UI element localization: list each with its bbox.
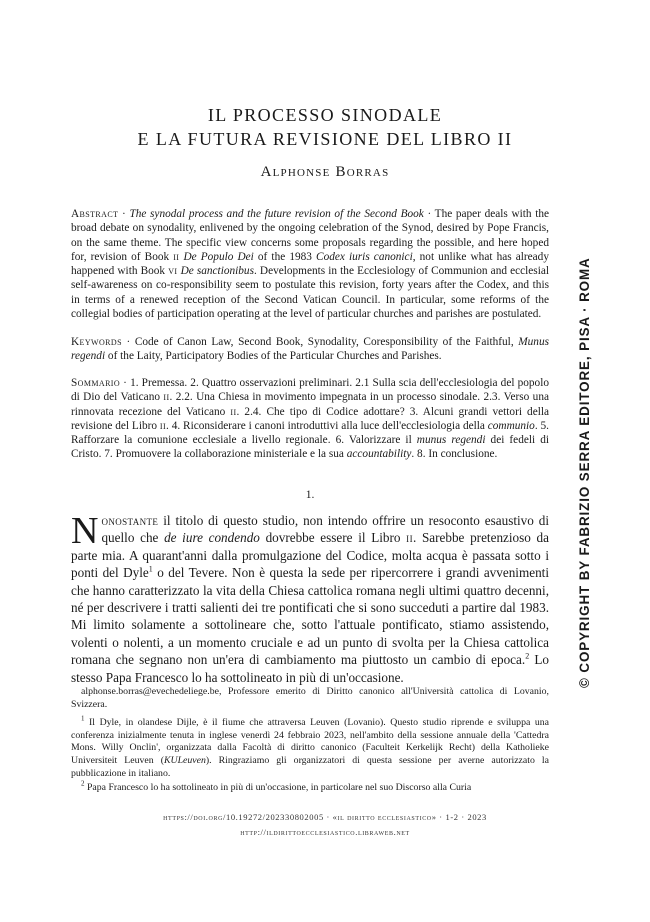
body-text: Lo stesso Papa Francesco lo ha sottolineato in più di un'occasione. bbox=[71, 652, 550, 685]
roman-numeral: vi bbox=[168, 265, 178, 278]
body-text: il titolo di questo studio, non intendo offrire un resoconto esaustivo di quello che bbox=[101, 513, 549, 546]
footer-doi-link[interactable]: https://doi.org/10.19272/202330802005 · «il diritto ecclesiastico» · 1-2 · 2023 bbox=[163, 812, 487, 822]
footer-website-link[interactable]: http://ildirittoecclesiastico.libraweb.net bbox=[240, 827, 410, 837]
footnote-2 bbox=[71, 779, 549, 795]
body-paragraph bbox=[71, 512, 549, 686]
sommario-text: · 1. Premessa. 2. Quattro osservazioni preliminari. 2.1 Sulla scia dell'ecclesiologia del popolo di Dio del Vaticano bbox=[71, 377, 549, 404]
footnote-text: Papa Francesco lo ha sottolineato in più di un'occasione, in particolare nel suo Discorso alla Curia bbox=[84, 782, 472, 794]
author-name: Alphonse Borras bbox=[260, 164, 390, 180]
footnote-ref-2[interactable]: 2 bbox=[525, 651, 530, 661]
abstract-text: . Developments in the Ecclesiology of Communion and ecclesial self-awareness on co-responsibility seem to postulate this revision, forty years after the Codex, and this in terms of a renewed reception of the Second Vatican Council. In particular, some reforms of the collegial bodies of participation operating at the level of particular churches and parishes are postulated. bbox=[71, 265, 549, 321]
sommario-label: Sommario bbox=[71, 377, 121, 389]
keywords-text: of the Laity, Participatory Bodies of the Particular Churches and Parishes. bbox=[105, 350, 442, 363]
abstract-italic: De Populo Dei bbox=[183, 250, 254, 263]
footnote-text: ). Ringraziamo gli organizzatori di questa sessione per averne autorizzato la pubblicazione in italiano. bbox=[71, 754, 549, 779]
copyright-notice: © COPYRIGHT BY FABRIZIO SERRA EDITORE, PISA · ROMA bbox=[577, 257, 592, 688]
lead-word: onostante bbox=[101, 513, 159, 528]
author-affiliation-note: alphonse.borras@evechedeliege.be, Professore emerito di Diritto canonico all'Università cattolica di Lovanio, Svizzera. bbox=[71, 686, 549, 710]
keywords-label: Keywords bbox=[71, 336, 122, 348]
abstract-english-title: The synodal process and the future revision of the Second Book bbox=[129, 208, 424, 220]
footnote-italic: KULeuven bbox=[163, 754, 206, 766]
abstract-text: · The paper deals with the broad debate on synodality, enlivened by the ongoing celebration of the Synod, desired by Pope Francis, on the same theme. The specific view concerns some proposals regarding the possible, and here hoped for, revision of Book bbox=[71, 208, 550, 263]
abstract-italic: De sanctionibus bbox=[180, 265, 254, 278]
footnote-number: 1 bbox=[81, 714, 85, 723]
abstract-label: Abstract bbox=[71, 208, 119, 220]
abstract-italic: Codex iuris canonici bbox=[316, 250, 413, 263]
footnotes bbox=[71, 686, 549, 797]
sommario-italic: communio bbox=[487, 419, 535, 432]
abstract-text: , not unlike what has already happened with Book bbox=[71, 250, 549, 278]
body-italic: de iure condendo bbox=[164, 530, 260, 546]
footnote-1 bbox=[71, 714, 549, 780]
drop-cap: N bbox=[71, 510, 99, 552]
roman-numeral: ii bbox=[406, 530, 413, 546]
keywords-italic: Munus regendi bbox=[71, 336, 549, 363]
abstract-text: of the 1983 bbox=[253, 250, 317, 263]
roman-numeral: ii bbox=[173, 250, 180, 263]
footnote-ref-1[interactable]: 1 bbox=[148, 564, 153, 574]
body-text: o del Tevere. Non è questa la sede per ripercorrere i grandi avvenimenti che hanno caratterizzato la vita della Chiesa cattolica romana negli ultimi quattro decenni, né per descrivere i tratti salienti dei tre pontificati che si sono succeduti a partire dal 1983. Mi limito solamente a sottolineare che, sotto l'attuale pontificato, stiamo assistendo, volenti o nolenti, a un momento cruciale e ad un punto di svolta per la Chiesa cattolica romana che segnano non un'era di cambiamento ma piuttosto un cambio di epoca. bbox=[71, 565, 549, 668]
abstract bbox=[71, 207, 549, 321]
article-title-line-2: E LA FUTURA REVISIONE DEL LIBRO II bbox=[137, 129, 513, 149]
footnote-number: 2 bbox=[81, 779, 85, 788]
roman-numeral: ii bbox=[230, 405, 237, 418]
sommario-text: . 2.4. Che tipo di Codice adottare? 3. Alcuni grandi vettori della revisione del Libro bbox=[71, 405, 549, 432]
roman-numeral: ii bbox=[159, 419, 167, 432]
sommario-text: . 8. In conclusione. bbox=[411, 448, 498, 461]
sommario-italic: accountability bbox=[346, 448, 412, 461]
section-number: 1. bbox=[305, 489, 315, 501]
sommario-italic: munus regendi bbox=[416, 434, 486, 447]
sommario-text: . 2.2. Una Chiesa in movimento impegnata in un processo sinodale. 2.3. Verso una rinnovata recezione del Vaticano bbox=[71, 391, 549, 418]
keywords bbox=[71, 335, 549, 364]
sommario-text: . 4. Riconsiderare i canoni introduttivi alla luce dell'ecclesiologia della bbox=[166, 419, 488, 432]
sommario bbox=[71, 376, 549, 462]
keywords-text: · Code of Canon Law, Second Book, Synodality, Coresponsibility of the Faithful, bbox=[121, 336, 519, 348]
article-title-line-1: IL PROCESSO SINODALE bbox=[207, 105, 443, 125]
footnote-text: Il Dyle, in olandese Dijle, è il fiume che attraversa Leuven (Lovanio). Questo studio riprende e sviluppa una conferenza inizialmente tenuta in inglese venerdì 24 febbraio 2023, nell'ambito della sessione annuale della 'Cattedra Mons. Willy Onclin', organizzata dalla Facoltà di diritto canonico (Faculteit Kerkelijk Recht) della Katholieke Universiteit Leuven ( bbox=[71, 717, 549, 766]
sommario-text: . 5. Rafforzare la comunione ecclesiale a livello regionale. 6. Valorizzare il bbox=[71, 419, 549, 447]
body-text: dovrebbe essere il Libro bbox=[259, 530, 407, 546]
abstract-separator: · bbox=[118, 208, 130, 220]
roman-numeral: ii bbox=[163, 391, 170, 404]
sommario-text: dei fedeli di Cristo. 7. Promuovere la collaborazione ministeriale e la sua bbox=[71, 434, 549, 461]
body-text: . Sarebbe pretenzioso da parte mia. A quarant'anni dalla promulgazione del Codice, molta acqua è passata sotto i ponti del Dyle bbox=[71, 530, 549, 581]
